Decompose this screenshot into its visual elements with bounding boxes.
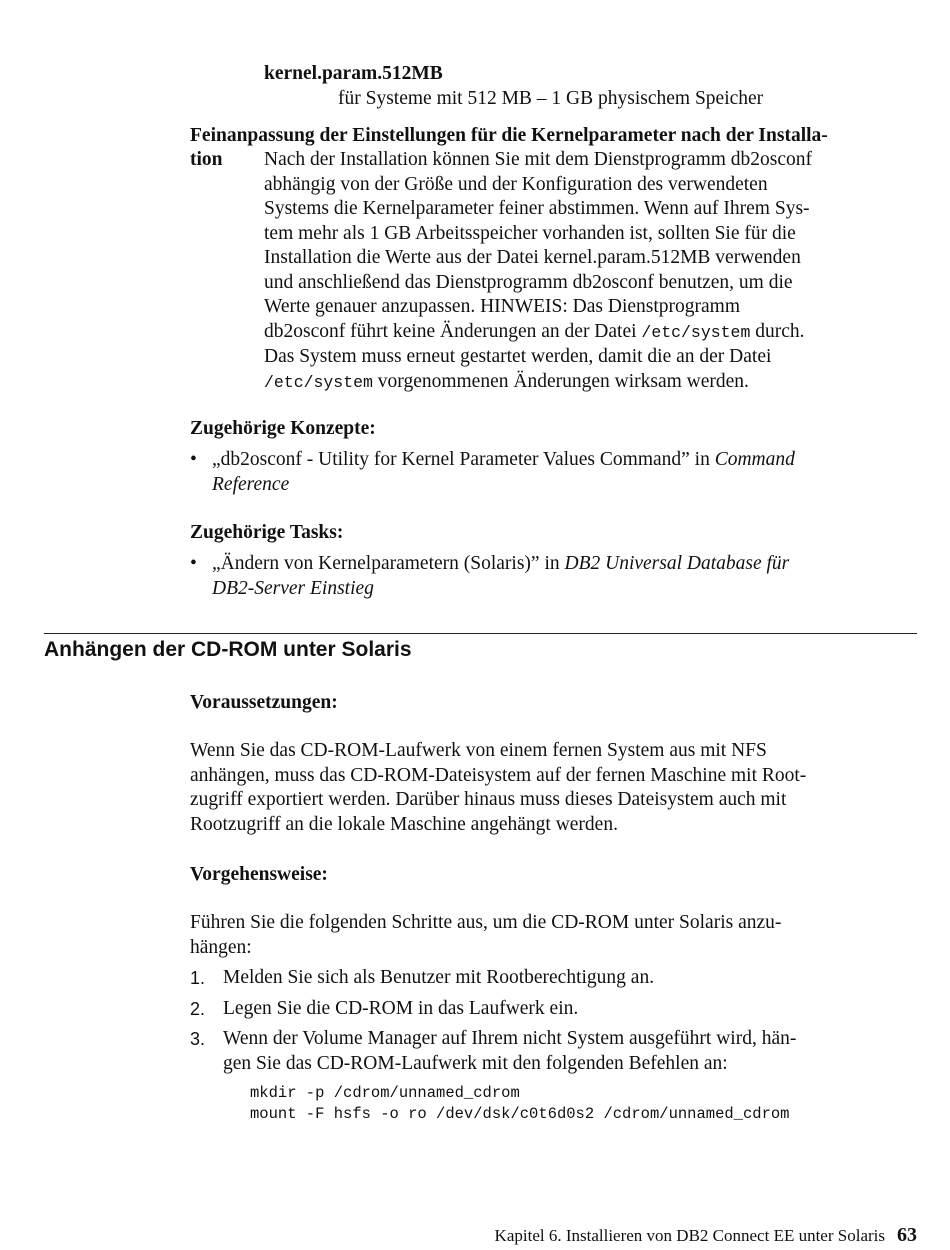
paragraph-line: Führen Sie die folgenden Schritte aus, um die CD-ROM unter Solaris anzu-: [190, 912, 782, 933]
paragraph-line: Rootzugriff an die lokale Maschine angehängt werden.: [190, 813, 618, 835]
file-path: /etc/system: [264, 372, 373, 392]
step-text: Legen Sie die CD-ROM in das Laufwerk ein.: [223, 998, 579, 1019]
link-line: [212, 552, 902, 577]
book-title-continuation: Reference: [212, 473, 290, 495]
step-line: gen Sie das CD-ROM-Laufwerk mit den folgenden Befehlen an:: [223, 1052, 728, 1074]
book-title-continuation: DB2-Server Einstieg: [212, 577, 374, 599]
link-text: „Ändern von Kernelparametern (Solaris)” in: [212, 553, 565, 574]
body-line: Systems die Kernelparameter feiner abstimmen. Wenn auf Ihrem Sys-: [264, 198, 810, 219]
body-line: [264, 320, 924, 346]
prerequisites-heading: Voraussetzungen:: [190, 692, 338, 713]
prerequisites-paragraph: [190, 739, 920, 837]
bullet-marker: •: [190, 553, 197, 574]
body-line: Das System muss erneut gestartet werden, damit die an der Datei: [264, 346, 772, 367]
related-task-link[interactable]: [212, 552, 902, 601]
body-line: [264, 370, 924, 396]
section-title: Anhängen der CD-ROM unter Solaris: [44, 638, 412, 661]
related-concepts-heading: Zugehörige Konzepte:: [190, 418, 376, 439]
code-line: mount -F hsfs -o ro /dev/dsk/c0t6d0s2 /cdrom/unnamed_cdrom: [250, 1105, 790, 1123]
step-line: Wenn der Volume Manager auf Ihrem nicht System ausgeführt wird, hän-: [223, 1028, 797, 1049]
code-block: [250, 1083, 790, 1125]
related-concept-link[interactable]: [212, 448, 902, 497]
page-footer: [495, 1224, 917, 1247]
body-line: Installation die Werte aus der Datei kernel.param.512MB verwenden: [264, 247, 801, 268]
file-path: /etc/system: [641, 322, 751, 342]
body-text: vorgenommenen Änderungen wirksam werden.: [372, 370, 749, 392]
related-tasks-heading: Zugehörige Tasks:: [190, 522, 344, 543]
step-number: 3.: [190, 1029, 206, 1049]
body-line: und anschließend das Dienstprogramm db2osconf benutzen, um die: [264, 271, 793, 293]
definition-term-heading: Feinanpassung der Einstellungen für die Kernelparameter nach der Installa-: [190, 125, 828, 146]
definition-term: kernel.param.512MB: [264, 63, 443, 84]
book-title: Command: [714, 449, 795, 470]
paragraph-line: Wenn Sie das CD-ROM-Laufwerk von einem fernen System aus mit NFS: [190, 740, 767, 761]
body-line: abhängig von der Größe und der Konfiguration des verwendeten: [264, 173, 768, 195]
section-divider: [44, 633, 917, 634]
body-line: tem mehr als 1 GB Arbeitsspeicher vorhanden ist, sollten Sie für die: [264, 222, 796, 244]
procedure-intro: [190, 911, 920, 960]
bullet-marker: •: [190, 449, 197, 470]
definition-body: [264, 148, 924, 395]
book-title: DB2 Universal Database für: [564, 553, 790, 574]
body-line: Werte genauer anzupassen. HINWEIS: Das Dienstprogramm: [264, 296, 741, 317]
step-number: 1.: [190, 968, 206, 988]
link-text: „db2osconf - Utility for Kernel Parameter Values Command” in: [212, 449, 715, 470]
body-text: durch.: [750, 320, 805, 342]
code-line: mkdir -p /cdrom/unnamed_cdrom: [250, 1084, 520, 1102]
page-number: 63: [897, 1224, 917, 1246]
paragraph-line: zugriff exportiert werden. Darüber hinaus muss dieses Dateisystem auch mit: [190, 789, 787, 810]
definition-term-heading-continuation: tion: [190, 149, 223, 170]
definition-text: für Systeme mit 512 MB – 1 GB physischem Speicher: [338, 88, 764, 109]
body-text: db2osconf führt keine Änderungen an der Datei: [264, 320, 642, 342]
step-text: Melden Sie sich als Benutzer mit Rootberechtigung an.: [223, 967, 655, 988]
paragraph-line: hängen:: [190, 936, 252, 958]
step-number: 2.: [190, 999, 206, 1019]
link-line: [212, 448, 902, 473]
step-text: [223, 1027, 913, 1076]
procedure-heading: Vorgehensweise:: [190, 864, 328, 885]
paragraph-line: anhängen, muss das CD-ROM-Dateisystem auf der fernen Maschine mit Root-: [190, 764, 807, 786]
body-line: Nach der Installation können Sie mit dem Dienstprogramm db2osconf: [264, 149, 813, 170]
chapter-title: Kapitel 6. Installieren von DB2 Connect EE unter Solaris: [494, 1226, 885, 1245]
